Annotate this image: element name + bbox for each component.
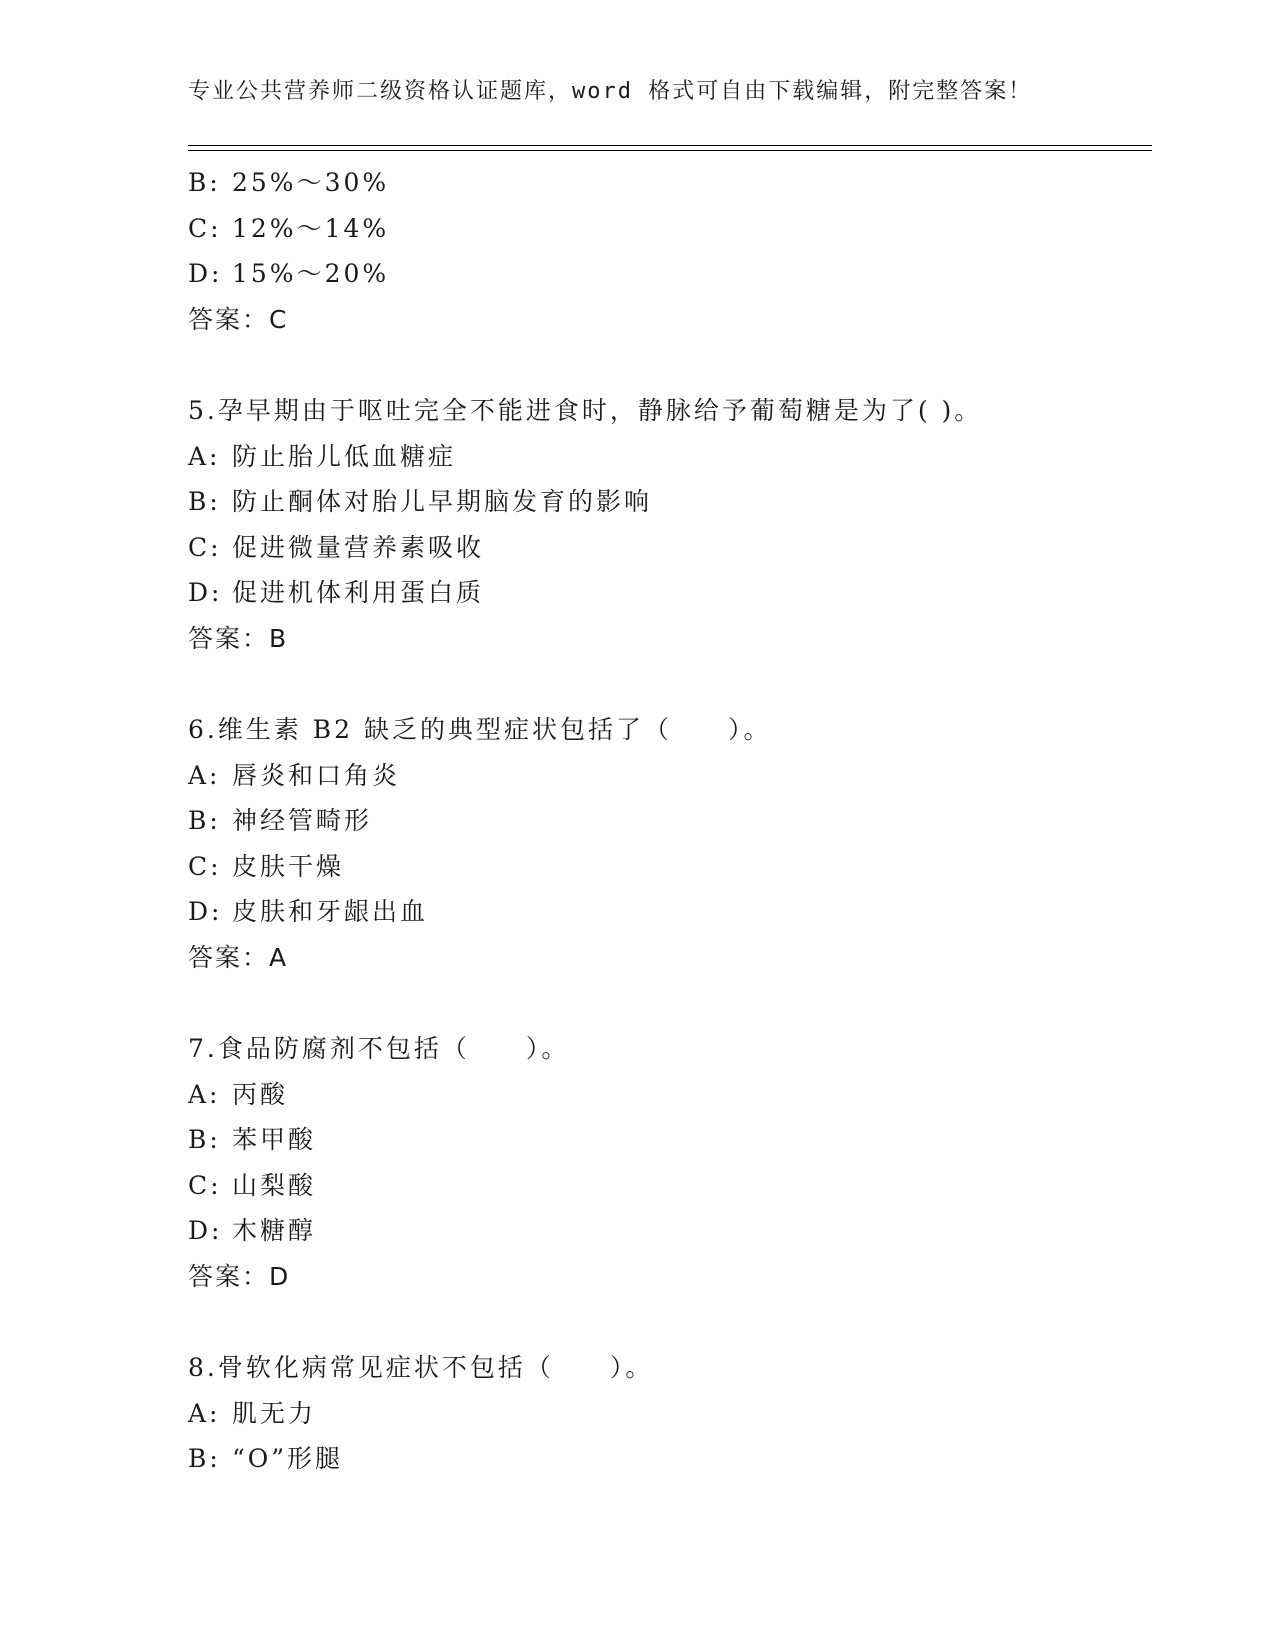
option-b: B: 25%～30%	[188, 168, 390, 197]
option-b: B: 神经管畸形	[188, 806, 373, 835]
question-stem: 5.孕早期由于呕吐完全不能进食时，静脉给予葡萄糖是为了( )。	[188, 396, 983, 425]
option-c: C: 山梨酸	[188, 1170, 317, 1200]
option-d: D: 木糖醇	[188, 1216, 317, 1245]
header-divider-bottom	[188, 150, 1152, 151]
option-b: B: “O”形腿	[188, 1444, 344, 1473]
option-a: A: 丙酸	[188, 1079, 289, 1109]
option-d: D: 促进机体利用蛋白质	[188, 578, 485, 607]
answer-line: 答案：D	[188, 1261, 291, 1291]
option-a: A: 防止胎儿低血糖症	[188, 441, 457, 471]
question-stem: 6.维生素 B2 缺乏的典型症状包括了（ ）。	[188, 715, 772, 744]
option-c: C: 12%～14%	[188, 213, 390, 243]
option-d: D: 皮肤和牙龈出血	[188, 897, 429, 926]
header-divider-top	[188, 145, 1152, 146]
question-stem: 7.食品防腐剂不包括（ ）。	[188, 1034, 570, 1063]
option-c: C: 促进微量营养素吸收	[188, 532, 485, 562]
question-list	[188, 160, 1152, 1482]
answer-line: 答案：A	[188, 942, 289, 972]
option-a: A: 唇炎和口角炎	[188, 760, 401, 790]
question-stem: 8.骨软化病常见症状不包括（ ）。	[188, 1353, 654, 1382]
page-header: 专业公共营养师二级资格认证题库，word 格式可自由下载编辑，附完整答案！	[188, 79, 1033, 104]
option-b: B: 苯甲酸	[188, 1125, 317, 1154]
answer-line: 答案：C	[188, 304, 289, 334]
answer-line: 答案：B	[188, 623, 289, 653]
option-b: B: 防止酮体对胎儿早期脑发育的影响	[188, 487, 653, 516]
option-a: A: 肌无力	[188, 1398, 317, 1428]
option-d: D: 15%～20%	[188, 259, 390, 288]
option-c: C: 皮肤干燥	[188, 851, 345, 881]
